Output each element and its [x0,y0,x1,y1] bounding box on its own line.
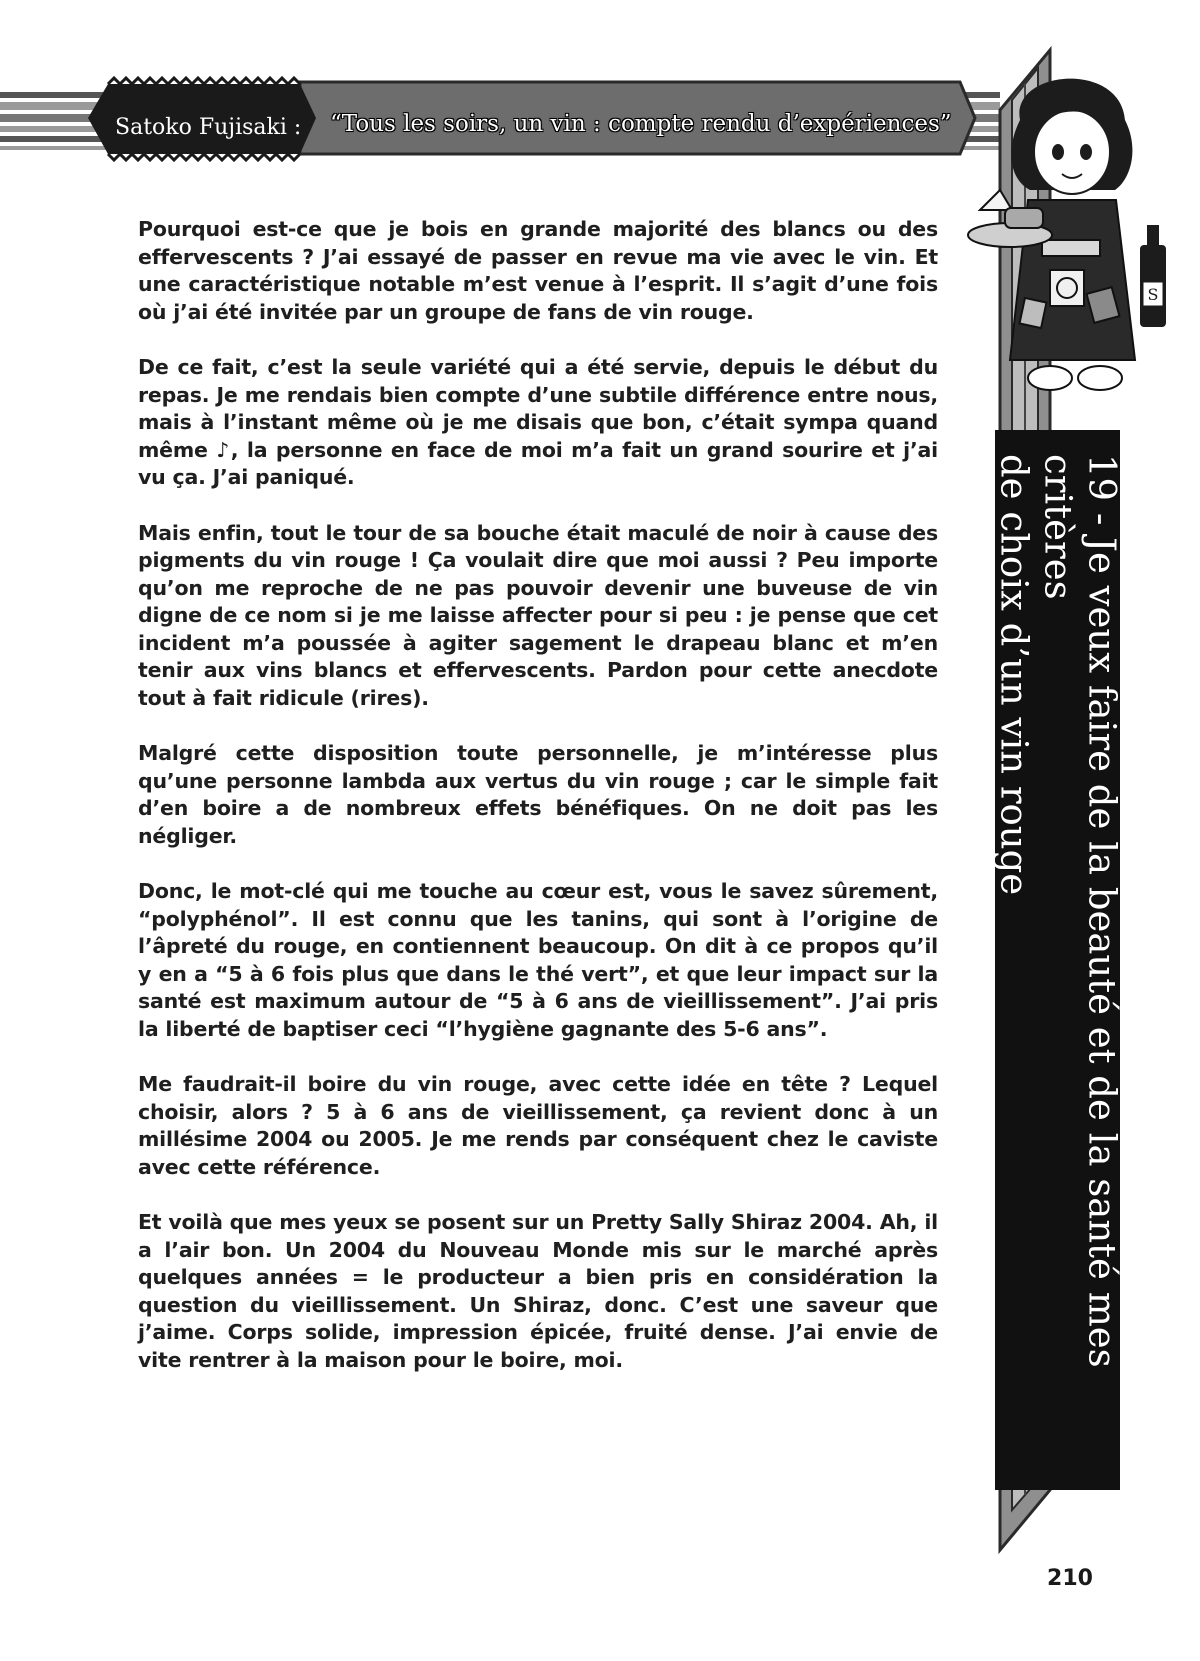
paragraph: De ce fait, c’est la seule variété qui a été servie, depuis le début du repas. Je me rendais bien compte d’une subtile différence entre nous, mais à l’instant même où je me disais que bon, c’était sympa quand même ♪, la personne en face de moi m’a fait un grand sourire et j’ai vu ça. J’ai paniqué. [138,355,938,489]
series-title: “Tous les soirs, un vin : compte rendu d’expériences” [330,111,952,137]
page-number: 210 [1047,1566,1093,1591]
paragraph: Mais enfin, tout le tour de sa bouche était maculé de noir à cause des pigments du vin rouge ! Ça voulait dire que moi aussi ? Peu importe qu’on me reproche de ne pas pouvoir devenir une buveuse de vin digne de ce nom si je me laisse affecter pour si peu : je pense que cet incident m’a poussée à agiter sagement le drapeau blanc et m’en tenir aux vins blancs et effervescents. Pardon pour cette anecdote tout à fait ridicule (rires). [138,520,938,710]
bottle-label: S [1147,285,1159,304]
paragraph: Pourquoi est-ce que je bois en grande majorité des blancs ou des effervescents ? J’ai essayé de passer en revue ma vie avec le vin. Et une caractéristique notable m’est venue à l’esprit. Il s’agit d’une fois où j’ai été invitée par un groupe de fans de vin rouge. [138,217,938,324]
author-name: Satoko Fujisaki : [115,115,302,140]
paragraph: Et voilà que mes yeux se posent sur un Pretty Sally Shiraz 2004. Ah, il a l’air bon. Un 2004 du Nouveau Monde mis sur le marché après quelques années = le producteur a bien pris en considération la question du vieillissement. Un Shiraz, donc. C’est une saveur que j’aime. Corps solide, impression épicée, fruité dense. J’ai envie de vite rentrer à la maison pour le boire, moi. [138,1210,938,1372]
paragraph: Malgré cette disposition toute personnelle, je m’intéresse plus qu’une personne lambda aux vertus du vin rouge ; car le simple fait d’en boire a de nombreux effets bénéfiques. On ne doit pas les négliger. [138,741,938,848]
paragraph: Donc, le mot-clé qui me touche au cœur est, vous le savez sûrement, “polyphénol”. Il est connu que les tanins, qui sont à l’origine de l’âpreté du rouge, en contiennent beaucoup. On dit à ce propos qu’il y en a “5 à 6 fois plus que dans le thé vert”, et que leur impact sur la santé est maximum autour de “5 à 6 ans de vieillissement”. J’ai pris la liberté de baptiser ceci “l’hygiène gagnante des 5-6 ans”. [138,879,938,1041]
mascot-illustration [950,60,1180,430]
article-body [138,216,938,1402]
chapter-title-text: 19 - Je veux faire de la beauté et de la santé mes critères de choix d’un vin rouge [992,454,1124,1368]
chapter-title [992,430,1124,1490]
paragraph: Me faudrait-il boire du vin rouge, avec cette idée en tête ? Lequel choisir, alors ? 5 à 6 ans de vieillissement, ça revient donc à un millésime 2004 ou 2005. Je me rends par conséquent chez le caviste avec cette référence. [138,1072,938,1179]
